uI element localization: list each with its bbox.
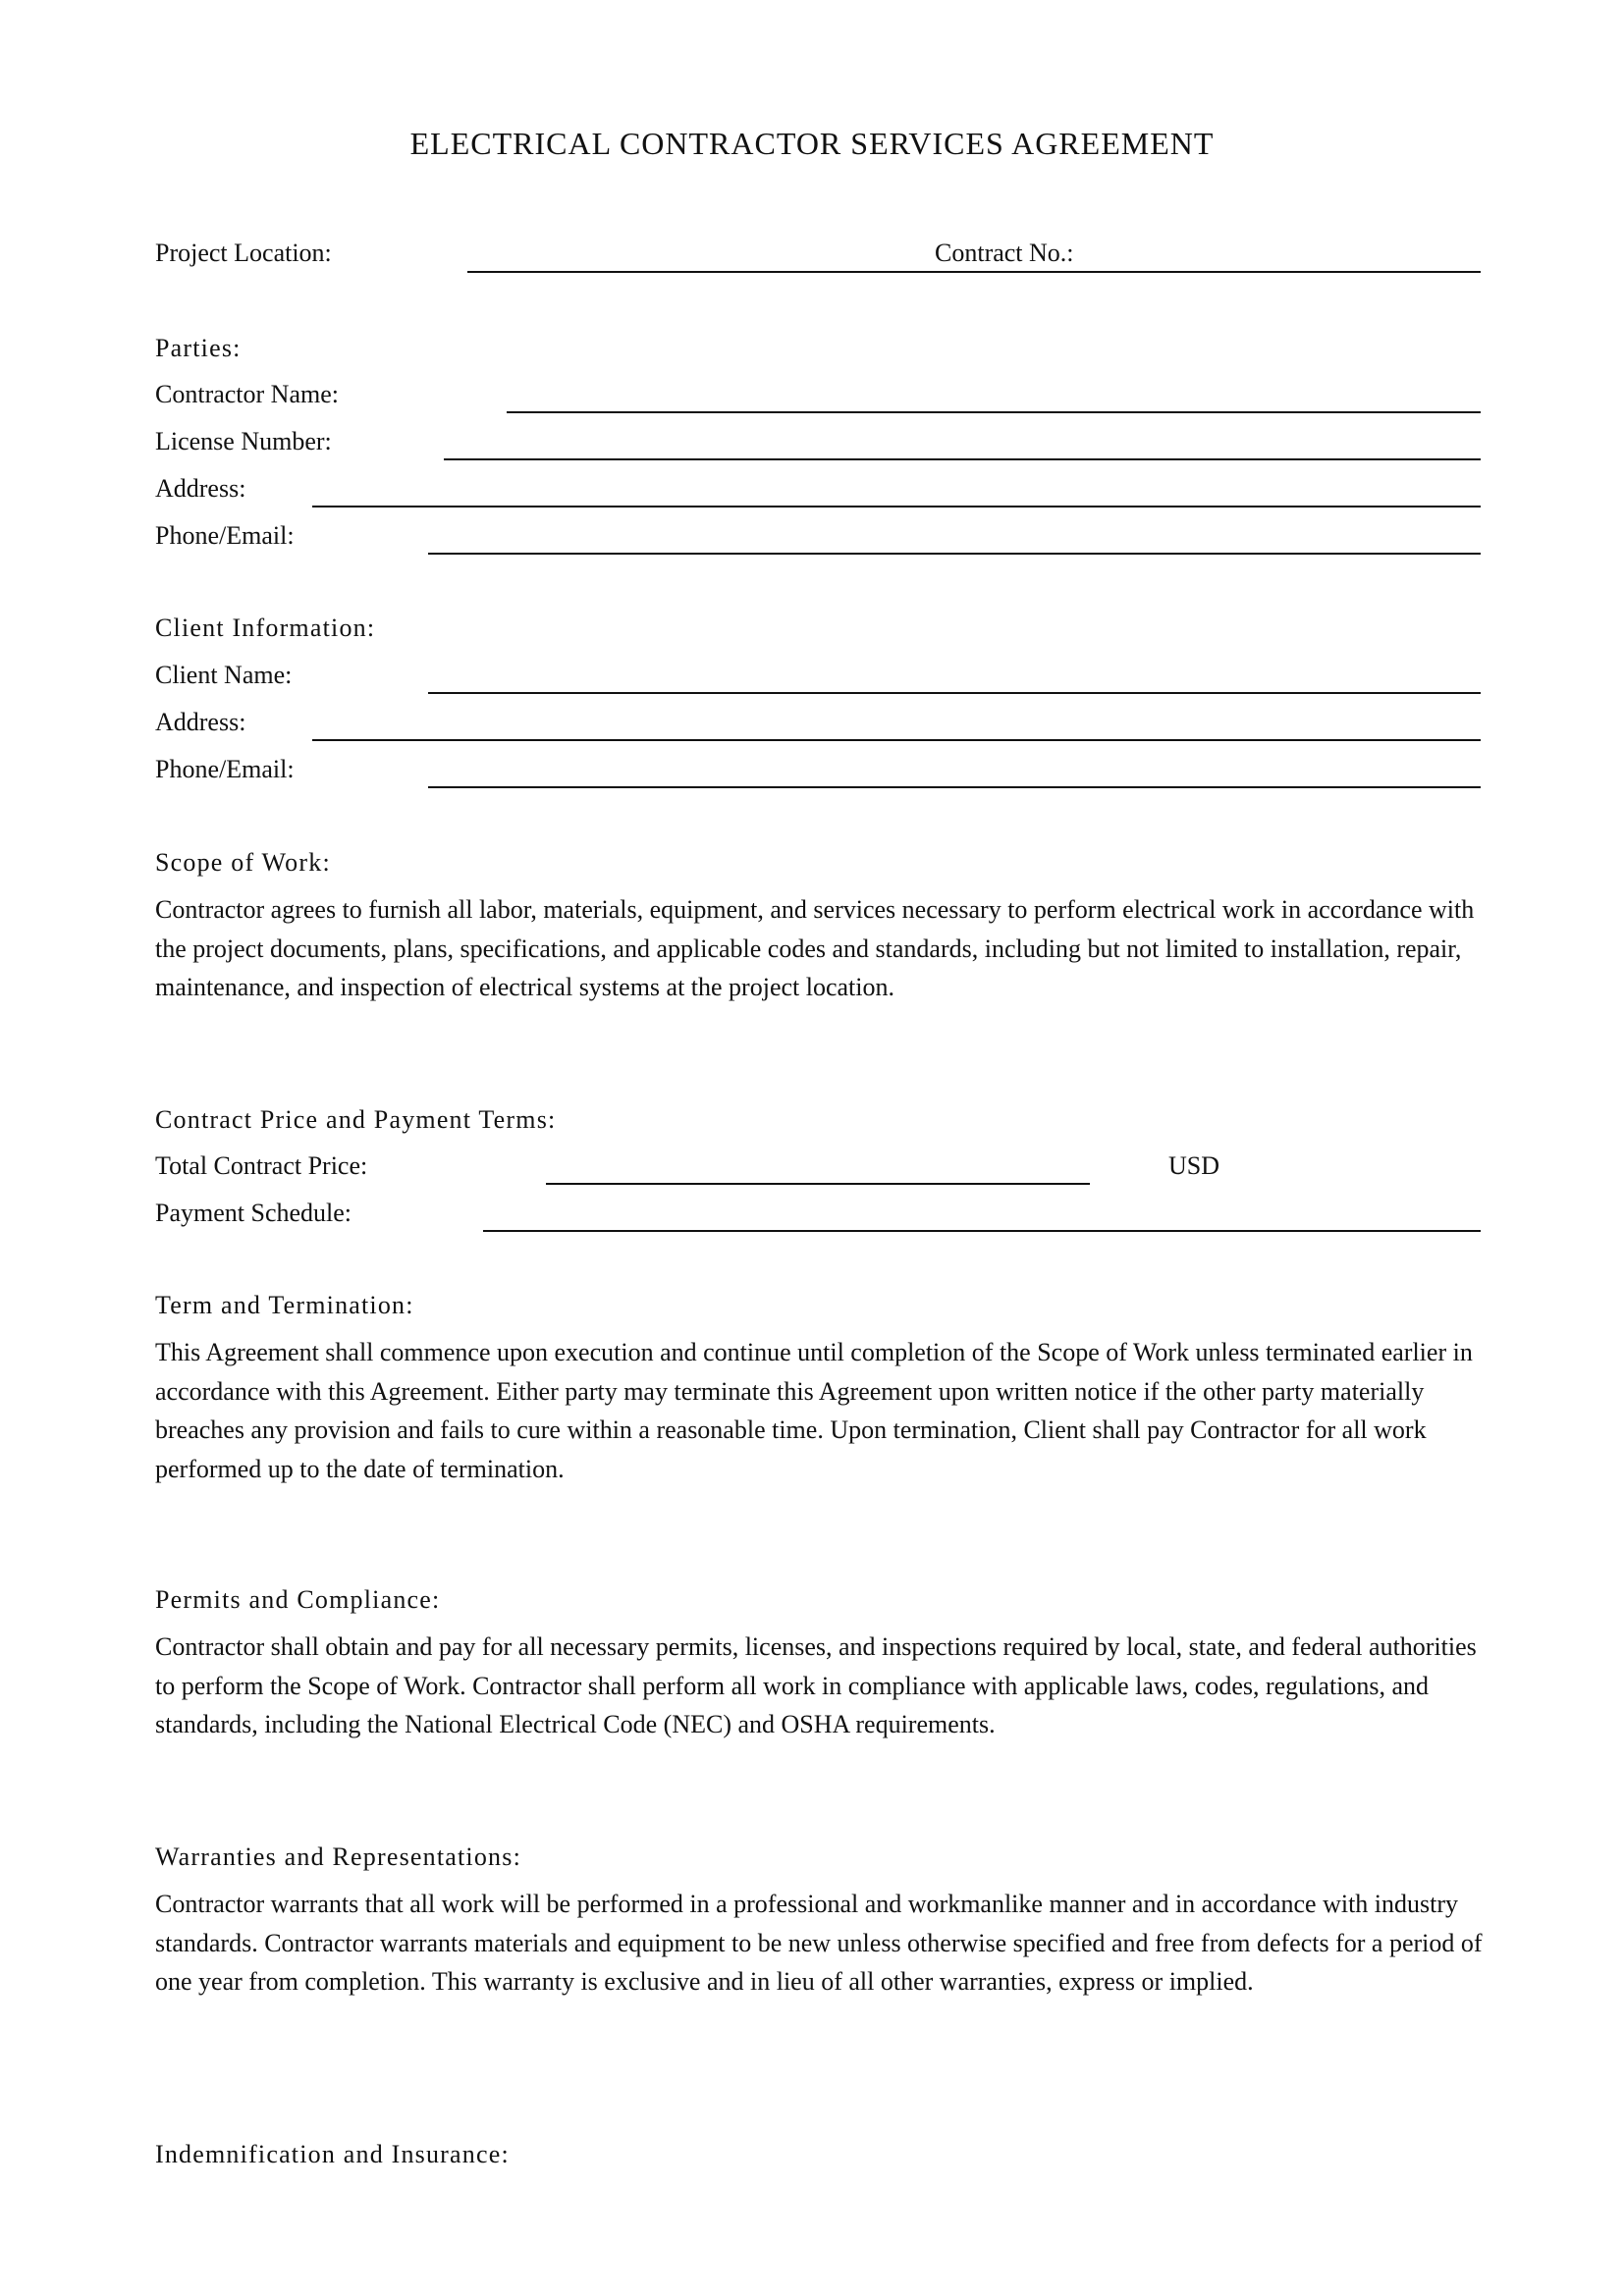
currency-label: USD bbox=[1168, 1151, 1220, 1180]
permits-compliance-text: Contractor shall obtain and pay for all necessary permits, licenses, and inspections required by local, state, and federal authorities to perform the Scope of Work. Contractor shall perform all work in compliance with applicable laws, codes, regulations, and standards, including the National Electrical Code (NEC) and OSHA requirements. bbox=[155, 1632, 1477, 1738]
contractor-address-field[interactable] bbox=[312, 506, 1481, 507]
contract-no-label: Contract No.: bbox=[935, 239, 1074, 267]
client-phone-email-field[interactable] bbox=[428, 786, 1481, 788]
indemnification-heading: Indemnification and Insurance: bbox=[155, 2140, 510, 2168]
project-location-field[interactable] bbox=[467, 271, 1080, 273]
project-location-label: Project Location: bbox=[155, 239, 332, 267]
scope-of-work-heading: Scope of Work: bbox=[155, 848, 331, 877]
total-contract-price-field[interactable] bbox=[546, 1183, 1090, 1185]
parties-heading: Parties: bbox=[155, 334, 242, 362]
contractor-phone-email-field[interactable] bbox=[428, 553, 1481, 555]
client-name-field[interactable] bbox=[428, 692, 1481, 694]
permits-compliance-heading: Permits and Compliance: bbox=[155, 1585, 441, 1614]
total-contract-price-label: Total Contract Price: bbox=[155, 1151, 368, 1180]
term-termination-heading: Term and Termination: bbox=[155, 1291, 414, 1319]
term-termination-text: This Agreement shall commence upon execution and continue until completion of the Scope of Work unless terminated earlier in accordance with this Agreement. Either party may terminate this Agreement upon written notice if the other party materially breaches any provision and fails to cure within a reasonable time. Upon termination, Client shall pay Contractor for all work performed up to the date of termination. bbox=[155, 1338, 1473, 1483]
contract-price-heading: Contract Price and Payment Terms: bbox=[155, 1105, 557, 1134]
document-title: ELECTRICAL CONTRACTOR SERVICES AGREEMENT bbox=[409, 126, 1215, 161]
contractor-name-label: Contractor Name: bbox=[155, 380, 339, 408]
client-information-heading: Client Information: bbox=[155, 614, 376, 642]
client-address-field[interactable] bbox=[312, 739, 1481, 741]
payment-schedule-label: Payment Schedule: bbox=[155, 1199, 352, 1227]
scope-of-work-text: Contractor agrees to furnish all labor, materials, equipment, and services necessary to perform electrical work in accordance with the project documents, plans, specifications, and applicable codes and standards, including but not limited to installation, repair, maintenance, and inspection of electrical systems at the project location. bbox=[155, 895, 1475, 1001]
contractor-phone-email-label: Phone/Email: bbox=[155, 521, 295, 550]
client-name-label: Client Name: bbox=[155, 661, 293, 689]
contractor-address-label: Address: bbox=[155, 474, 246, 503]
warranties-text: Contractor warrants that all work will be performed in a professional and workmanlike manner and in accordance with industry standards. Contractor warrants materials and equipment to be new unless otherwise specified and free from defects for a period of one year from completion. This warranty is exclusive and in lieu of all other warranties, express or implied. bbox=[155, 1890, 1483, 1996]
contract-no-field[interactable] bbox=[1080, 271, 1481, 273]
client-address-label: Address: bbox=[155, 708, 246, 736]
client-phone-email-label: Phone/Email: bbox=[155, 755, 295, 783]
payment-schedule-field[interactable] bbox=[483, 1230, 1481, 1232]
contractor-name-field[interactable] bbox=[507, 411, 1481, 413]
license-number-field[interactable] bbox=[444, 458, 1481, 460]
license-number-label: License Number: bbox=[155, 427, 332, 455]
warranties-heading: Warranties and Representations: bbox=[155, 1842, 521, 1871]
